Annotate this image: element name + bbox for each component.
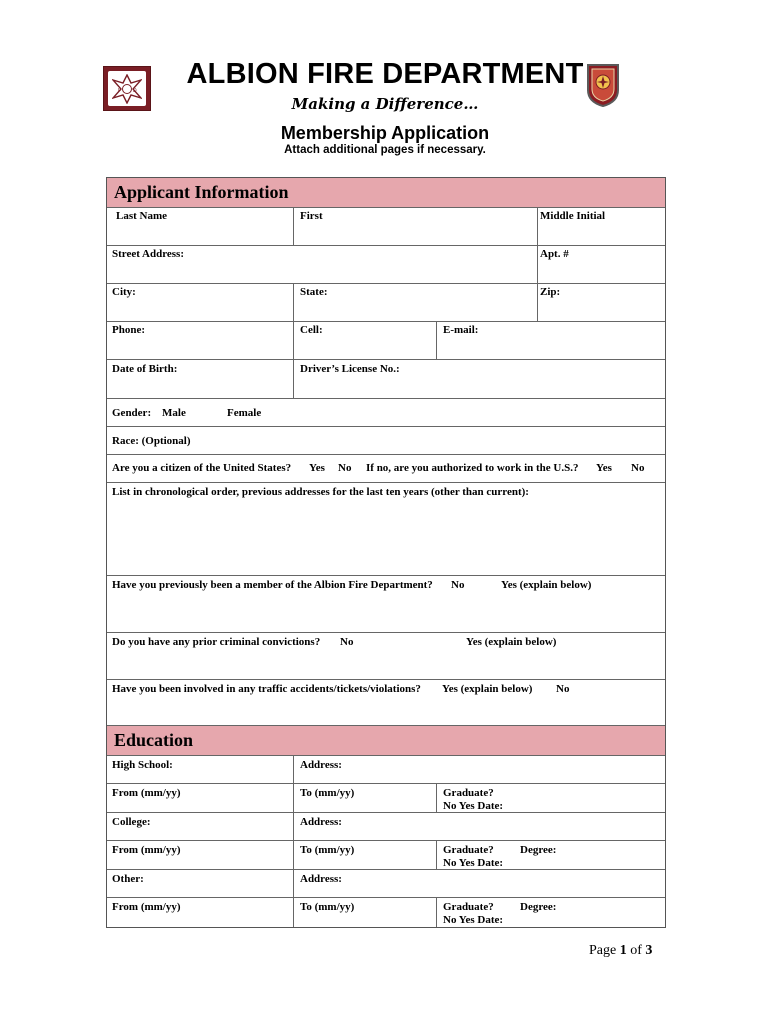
citizen-no-option[interactable]: No bbox=[338, 462, 352, 474]
previous-member-no-option[interactable]: No bbox=[451, 579, 465, 591]
cell-field[interactable] bbox=[293, 322, 436, 359]
other-address-label: Address: bbox=[300, 873, 342, 885]
traffic-no-option[interactable]: No bbox=[556, 683, 570, 695]
name-row bbox=[107, 207, 665, 245]
street-address-label: Street Address: bbox=[112, 248, 185, 260]
drivers-license-field[interactable] bbox=[293, 360, 665, 398]
svg-text:D: D bbox=[133, 87, 137, 94]
other-from-field[interactable] bbox=[107, 898, 293, 927]
page-prefix: Page bbox=[589, 943, 617, 958]
other-school-field[interactable] bbox=[107, 870, 293, 897]
first-name-field[interactable] bbox=[293, 208, 537, 245]
citizen-yes-option[interactable]: Yes bbox=[309, 462, 325, 474]
section-applicant-information bbox=[107, 178, 665, 207]
previous-addresses-field[interactable] bbox=[107, 482, 665, 575]
convictions-yes-option[interactable]: Yes (explain below) bbox=[466, 636, 557, 648]
zip-field[interactable] bbox=[537, 284, 665, 321]
state-field[interactable] bbox=[293, 284, 537, 321]
gender-label: Gender: bbox=[112, 407, 152, 419]
date-of-birth-field[interactable] bbox=[107, 360, 293, 398]
to-label: To (mm/yy) bbox=[300, 787, 355, 799]
citizen-question: Are you a citizen of the United States? bbox=[112, 462, 292, 474]
to-label: To (mm/yy) bbox=[300, 844, 355, 856]
convictions-no-option[interactable]: No bbox=[340, 636, 354, 648]
graduate-options[interactable]: No Yes Date: bbox=[443, 800, 504, 812]
previous-member-yes-option[interactable]: Yes (explain below) bbox=[501, 579, 592, 591]
dob-row bbox=[107, 359, 665, 398]
page-of: of bbox=[630, 943, 642, 958]
high-school-field[interactable] bbox=[107, 756, 293, 783]
high-school-row bbox=[107, 755, 665, 783]
college-address-field[interactable] bbox=[293, 813, 665, 840]
city-field[interactable] bbox=[107, 284, 293, 321]
authorized-question: If no, are you authorized to work in the U.S.? bbox=[366, 462, 579, 474]
to-label: To (mm/yy) bbox=[300, 901, 355, 913]
high-school-from-field[interactable] bbox=[107, 784, 293, 812]
cell-label: Cell: bbox=[300, 324, 323, 336]
first-name-label: First bbox=[300, 210, 323, 222]
other-address-field[interactable] bbox=[293, 870, 665, 897]
membership-form bbox=[106, 177, 666, 928]
date-of-birth-label: Date of Birth: bbox=[112, 363, 178, 375]
other-to-field[interactable] bbox=[293, 898, 436, 927]
previous-member-question: Have you previously been a member of the Albion Fire Department? bbox=[112, 579, 433, 591]
phone-label: Phone: bbox=[112, 324, 145, 336]
from-label: From (mm/yy) bbox=[112, 844, 181, 856]
college-field[interactable] bbox=[107, 813, 293, 840]
graduate-label: Graduate? bbox=[443, 787, 494, 799]
other-dates-row bbox=[107, 897, 665, 927]
street-address-field[interactable] bbox=[107, 246, 537, 283]
traffic-field[interactable] bbox=[107, 679, 665, 725]
page-number bbox=[589, 943, 652, 959]
previous-member-field[interactable] bbox=[107, 575, 665, 632]
graduate-label: Graduate? bbox=[443, 901, 494, 913]
traffic-question: Have you been involved in any traffic accidents/tickets/violations? bbox=[112, 683, 421, 695]
college-address-label: Address: bbox=[300, 816, 342, 828]
college-to-field[interactable] bbox=[293, 841, 436, 869]
last-name-label: Last Name bbox=[116, 210, 168, 222]
apt-field[interactable] bbox=[537, 246, 665, 283]
authorized-no-option[interactable]: No bbox=[631, 462, 645, 474]
state-label: State: bbox=[300, 286, 328, 298]
convictions-field[interactable] bbox=[107, 632, 665, 679]
city-label: City: bbox=[112, 286, 136, 298]
convictions-question: Do you have any prior criminal convictions? bbox=[112, 636, 321, 648]
department-title: ALBION FIRE DEPARTMENT bbox=[186, 58, 584, 90]
college-graduate-field[interactable] bbox=[436, 841, 665, 869]
form-subtitle: Attach additional pages if necessary. bbox=[284, 144, 486, 156]
other-graduate-field[interactable] bbox=[436, 898, 665, 927]
zip-label: Zip: bbox=[540, 286, 561, 298]
graduate-label: Graduate? bbox=[443, 844, 494, 856]
race-label: Race: (Optional) bbox=[112, 435, 191, 447]
apt-label: Apt. # bbox=[540, 248, 569, 260]
middle-initial-field[interactable] bbox=[537, 208, 665, 245]
form-title: Membership Application bbox=[280, 123, 490, 143]
city-row bbox=[107, 283, 665, 321]
drivers-license-label: Driver’s License No.: bbox=[300, 363, 400, 375]
page-current: 1 bbox=[619, 943, 627, 958]
gender-female-option[interactable]: Female bbox=[227, 407, 262, 419]
other-label: Other: bbox=[112, 873, 144, 885]
high-school-address-label: Address: bbox=[300, 759, 342, 771]
high-school-graduate-field[interactable] bbox=[436, 784, 665, 812]
last-name-field[interactable] bbox=[107, 208, 293, 245]
section-title: Applicant Information bbox=[114, 182, 289, 202]
high-school-label: High School: bbox=[112, 759, 173, 771]
svg-text:F: F bbox=[118, 87, 122, 94]
street-row bbox=[107, 245, 665, 283]
previous-addresses-label: List in chronological order, previous addresses for the last ten years (other than current): bbox=[112, 486, 529, 498]
college-label: College: bbox=[112, 816, 151, 828]
college-from-field[interactable] bbox=[107, 841, 293, 869]
page-total: 3 bbox=[645, 943, 653, 958]
department-tagline: Making a Difference… bbox=[291, 95, 479, 113]
degree-label: Degree: bbox=[520, 844, 557, 856]
section-title: Education bbox=[114, 730, 194, 750]
section-education bbox=[107, 725, 665, 755]
other-row bbox=[107, 869, 665, 897]
graduate-options[interactable]: No Yes Date: bbox=[443, 857, 504, 869]
from-label: From (mm/yy) bbox=[112, 787, 181, 799]
high-school-dates-row bbox=[107, 783, 665, 812]
high-school-address-field[interactable] bbox=[293, 756, 665, 783]
phone-field[interactable] bbox=[107, 322, 293, 359]
traffic-yes-option[interactable]: Yes (explain below) bbox=[442, 683, 533, 695]
gender-row bbox=[107, 398, 665, 426]
middle-initial-label: Middle Initial bbox=[540, 210, 606, 222]
from-label: From (mm/yy) bbox=[112, 901, 181, 913]
phone-row bbox=[107, 321, 665, 359]
college-dates-row bbox=[107, 840, 665, 869]
email-label: E-mail: bbox=[443, 324, 479, 336]
race-row bbox=[107, 426, 665, 454]
gender-male-option[interactable]: Male bbox=[162, 407, 186, 419]
college-row bbox=[107, 812, 665, 840]
high-school-to-field[interactable] bbox=[293, 784, 436, 812]
authorized-yes-option[interactable]: Yes bbox=[596, 462, 612, 474]
degree-label: Degree: bbox=[520, 901, 557, 913]
graduate-options[interactable]: No Yes Date: bbox=[443, 914, 504, 926]
email-field[interactable] bbox=[436, 322, 665, 359]
citizen-row bbox=[107, 454, 665, 482]
